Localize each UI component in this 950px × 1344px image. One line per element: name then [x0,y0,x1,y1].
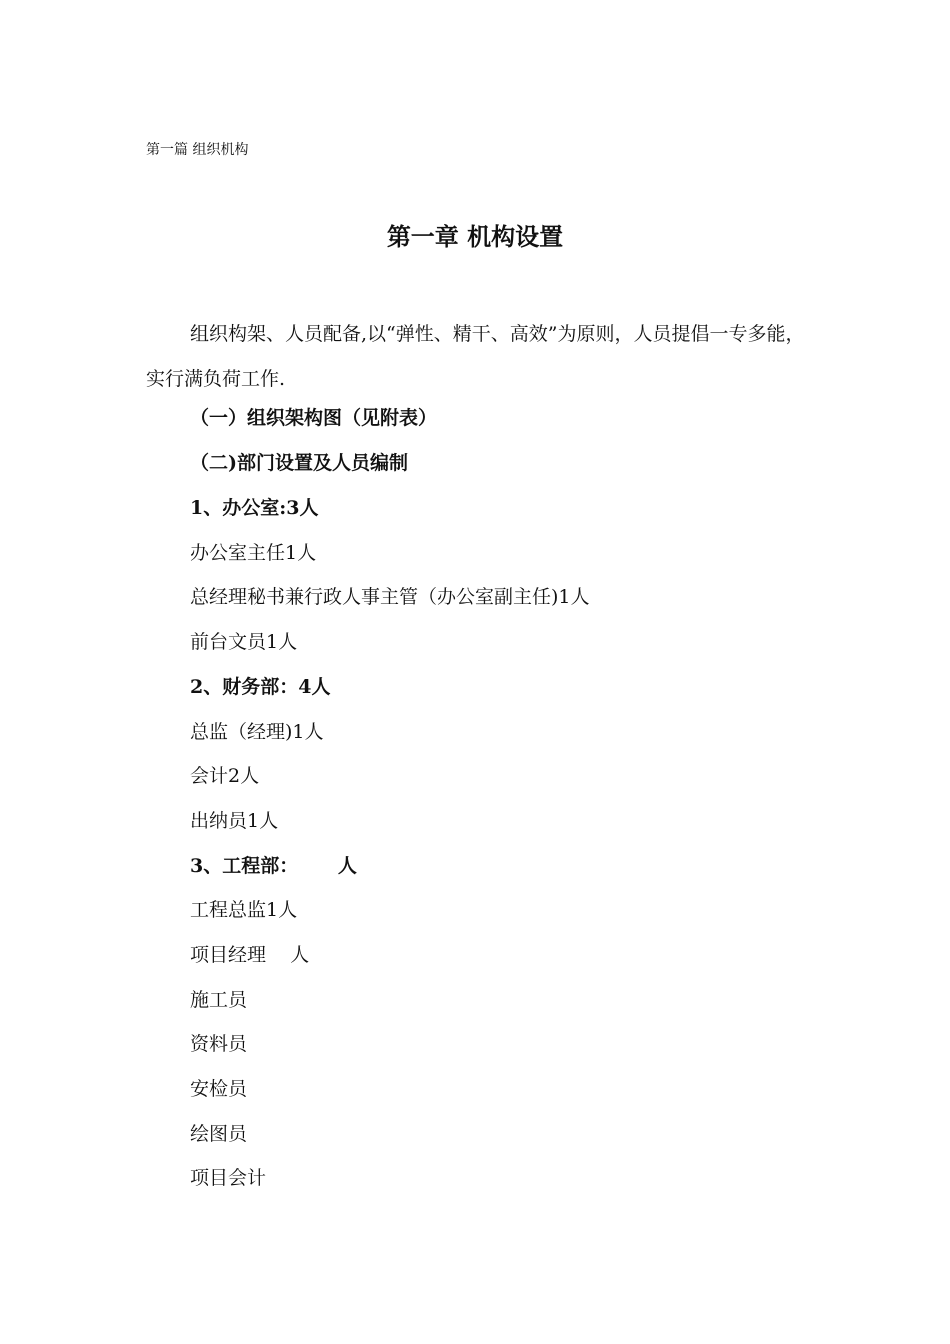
list-item: 安检员 [190,1078,248,1100]
dept-heading-engineering: 3、工程部： 人 [190,855,357,877]
list-item: 项目经理 人 [190,944,310,966]
list-item: 资料员 [190,1033,248,1055]
page-header: 第一篇 组织机构 [146,142,249,158]
list-item: 总经理秘书兼行政人事主管（办公室副主任)1人 [190,586,590,608]
list-item: 项目会计 [190,1167,267,1189]
list-item: 会计2人 [190,765,260,787]
list-item: 绘图员 [190,1123,248,1145]
section-heading-departments: （二)部门设置及人员编制 [190,452,408,474]
list-item: 总监（经理)1人 [190,721,324,743]
list-item: 工程总监1人 [190,899,298,921]
list-item: 前台文员1人 [190,631,298,653]
list-item: 办公室主任1人 [190,542,317,564]
dept-heading-finance: 2、财务部：4人 [190,676,331,698]
list-item: 施工员 [190,989,248,1011]
intro-paragraph: 组织构架、人员配备,以“弹性、精干、高效”为原则，人员提倡一专多能，实行满负荷工作. [146,323,805,390]
section-heading-org-chart: （一）组织架构图（见附表） [190,407,438,429]
list-item: 出纳员1人 [190,810,279,832]
chapter-title: 第一章 机构设置 [386,222,564,251]
dept-heading-office: 1、办公室:3人 [190,497,319,519]
